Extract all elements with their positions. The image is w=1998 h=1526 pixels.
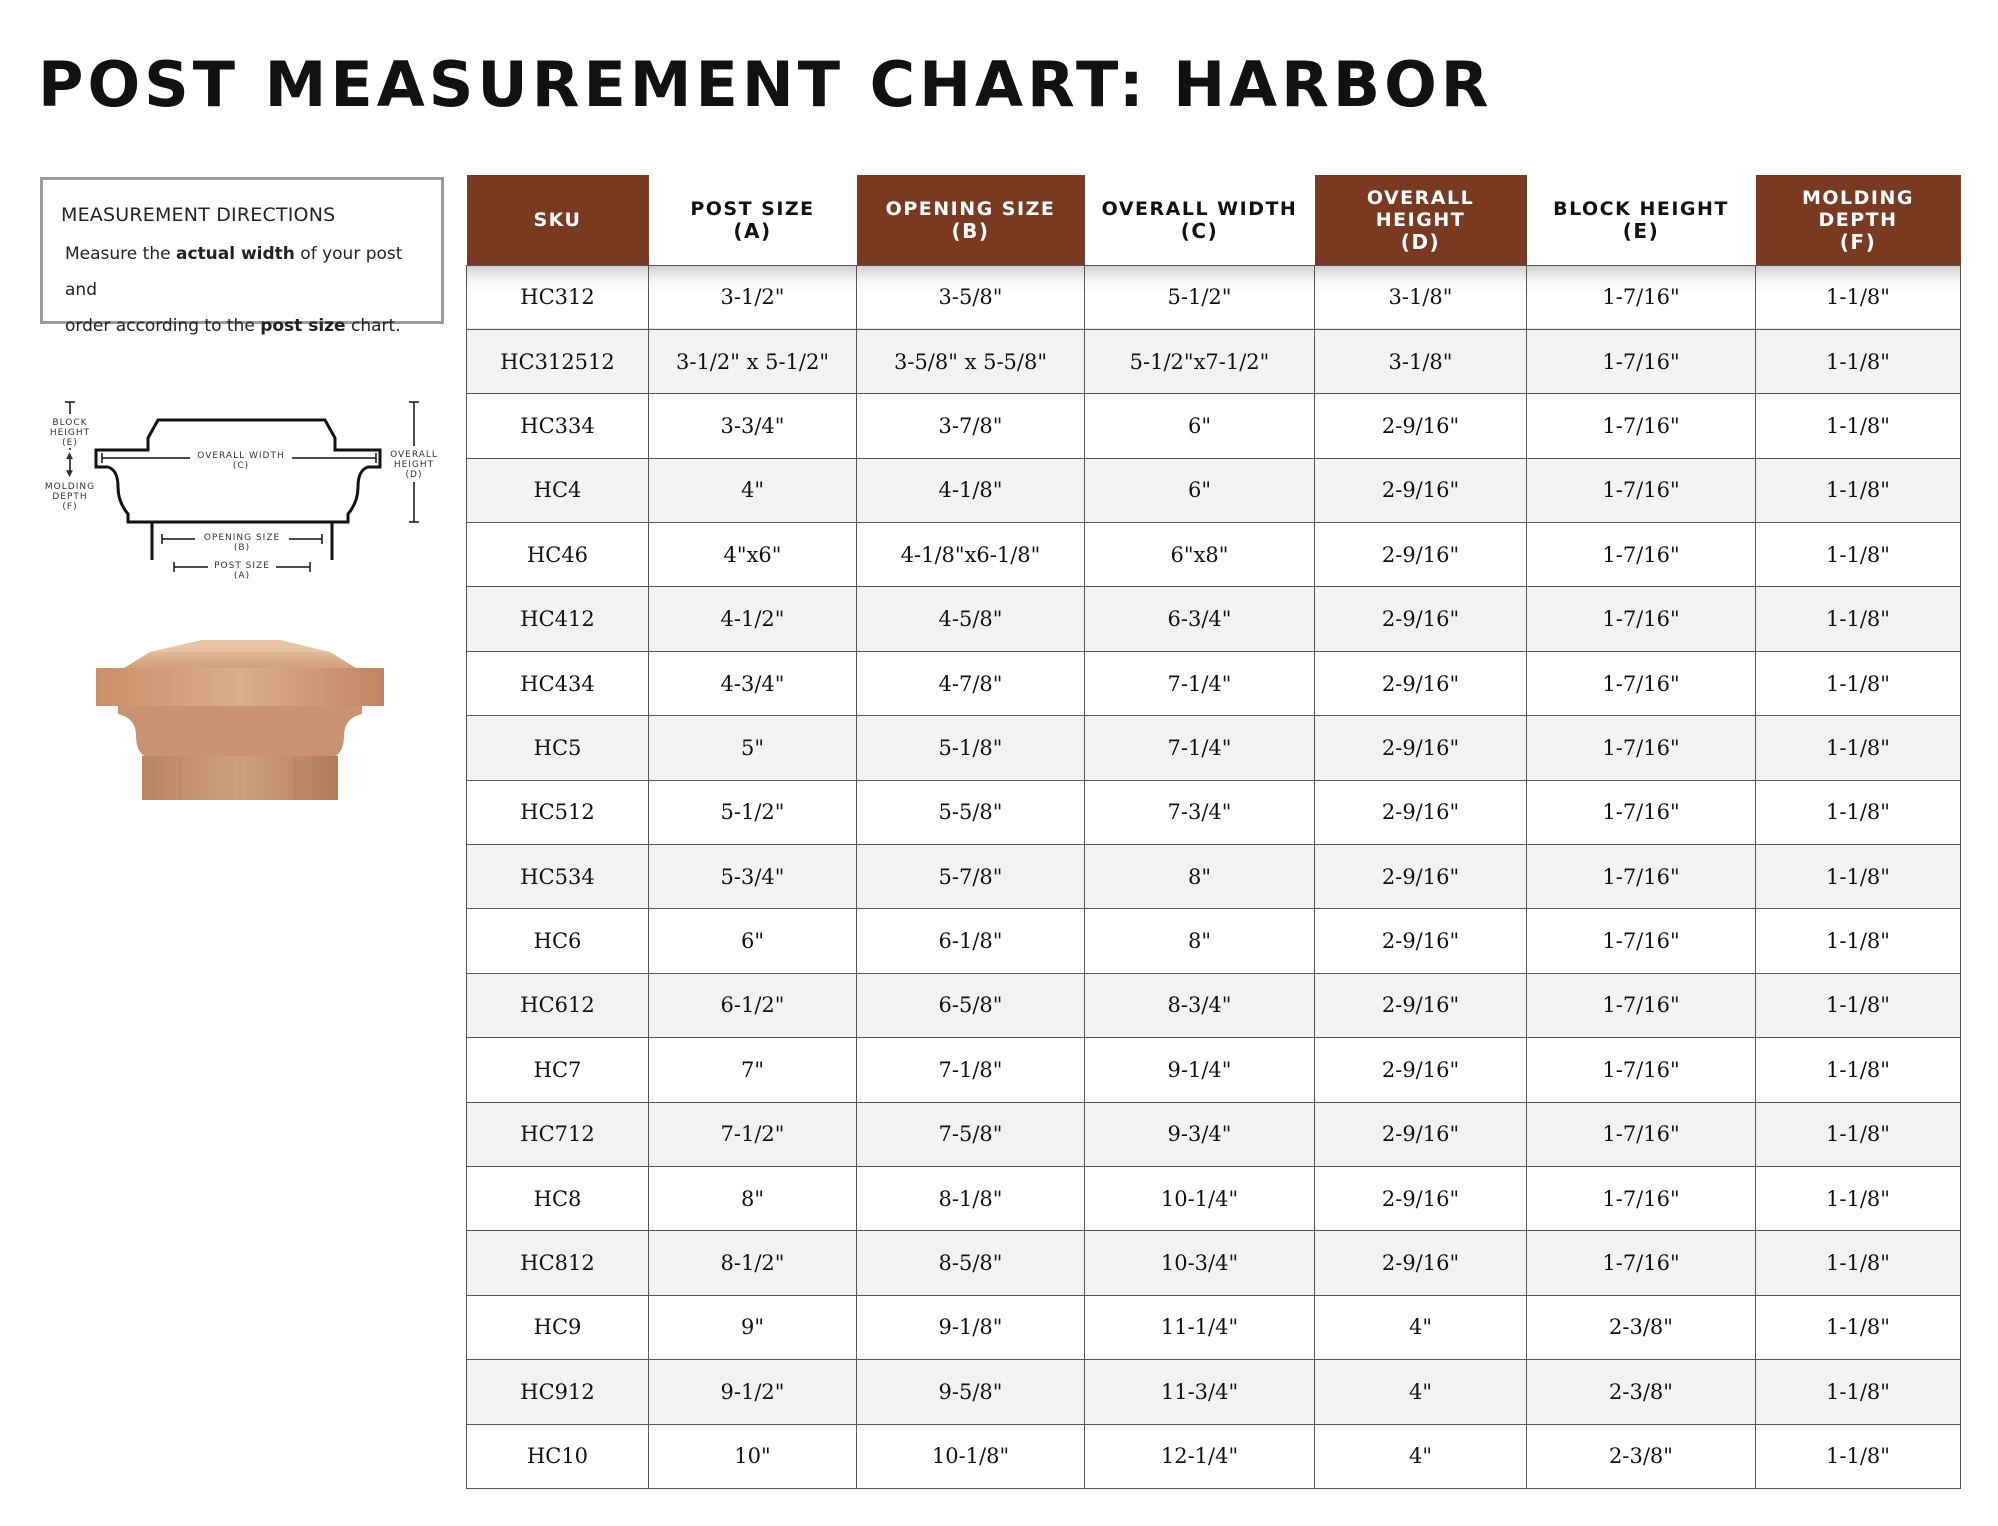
cell-sku: HC412 [467,587,649,651]
cell-opening-size: 4-1/8"x6-1/8" [857,523,1085,587]
cell-sku: HC612 [467,973,649,1037]
post-cap-dimension-diagram [40,392,440,590]
cell-post-size: 8-1/2" [649,1231,857,1295]
header-opening-size-label: OPENING SIZE [885,197,1056,220]
header-post-size [649,175,857,265]
overall-width-label: OVERALL WIDTH [197,451,285,461]
table-row [467,1424,1961,1488]
molding-depth-arrow-up-icon: ▲ [66,451,74,461]
cell-overall-width: 10-3/4" [1085,1231,1315,1295]
cell-block-height: 2-3/8" [1527,1424,1756,1488]
cell-post-size: 4"x6" [649,523,857,587]
cell-molding-depth: 1-1/8" [1756,1166,1961,1230]
cell-overall-height: 2-9/16" [1315,973,1527,1037]
overall-height-letter: (D) [405,470,423,480]
cell-sku: HC10 [467,1424,649,1488]
cell-opening-size: 4-7/8" [857,651,1085,715]
cell-block-height: 1-7/16" [1527,651,1756,715]
cell-opening-size: 5-1/8" [857,716,1085,780]
cell-molding-depth: 1-1/8" [1756,394,1961,458]
post-size-letter: (A) [233,571,251,581]
cell-sku: HC4 [467,458,649,522]
overall-height-label-1: OVERALL [390,450,438,460]
cell-molding-depth: 1-1/8" [1756,587,1961,651]
cell-opening-size: 9-1/8" [857,1295,1085,1359]
cell-post-size: 9" [649,1295,857,1359]
cell-sku: HC312512 [467,329,649,393]
overall-height-label-2: HEIGHT [393,460,435,470]
block-height-label-1: BLOCK [52,418,88,428]
molding-depth-letter: (F) [62,502,78,512]
header-molding-depth [1756,175,1961,265]
cell-overall-width: 11-3/4" [1085,1360,1315,1424]
post-cap-product-image [90,638,390,800]
cell-block-height: 1-7/16" [1527,394,1756,458]
cell-opening-size: 7-1/8" [857,1038,1085,1102]
cell-overall-width: 7-1/4" [1085,716,1315,780]
cell-sku: HC5 [467,716,649,780]
table-row [467,329,1961,393]
cell-block-height: 1-7/16" [1527,1038,1756,1102]
cell-overall-width: 8" [1085,845,1315,909]
table-row [467,651,1961,715]
cell-sku: HC434 [467,651,649,715]
cell-post-size: 8" [649,1166,857,1230]
header-post-size-label: POST SIZE [690,197,815,220]
directions-text [61,236,423,344]
cell-opening-size: 3-5/8" x 5-5/8" [857,329,1085,393]
table-row [467,587,1961,651]
cell-post-size: 6" [649,909,857,973]
opening-size-letter: (B) [233,543,251,553]
header-sku [467,175,649,265]
cell-block-height: 1-7/16" [1527,523,1756,587]
cell-molding-depth: 1-1/8" [1756,1295,1961,1359]
cell-overall-height: 2-9/16" [1315,1231,1527,1295]
table-row [467,1102,1961,1166]
cell-sku: HC812 [467,1231,649,1295]
header-overall-height [1315,175,1527,265]
cell-overall-height: 2-9/16" [1315,780,1527,844]
cell-opening-size: 4-5/8" [857,587,1085,651]
table-row [467,716,1961,780]
cell-overall-width: 10-1/4" [1085,1166,1315,1230]
cell-overall-height: 2-9/16" [1315,1166,1527,1230]
cell-overall-width: 9-3/4" [1085,1102,1315,1166]
cell-sku: HC9 [467,1295,649,1359]
table-row [467,1166,1961,1230]
cell-molding-depth: 1-1/8" [1756,265,1961,329]
cell-block-height: 2-3/8" [1527,1295,1756,1359]
measurement-table [466,175,1961,1489]
cell-overall-height: 2-9/16" [1315,716,1527,780]
cell-post-size: 3-3/4" [649,394,857,458]
cell-molding-depth: 1-1/8" [1756,780,1961,844]
cell-post-size: 5-3/4" [649,845,857,909]
directions-line2-bold: post size [260,316,346,336]
cell-post-size: 7" [649,1038,857,1102]
cell-block-height: 1-7/16" [1527,1102,1756,1166]
cell-overall-width: 5-1/2" [1085,265,1315,329]
table-row [467,909,1961,973]
cell-molding-depth: 1-1/8" [1756,1038,1961,1102]
directions-line1-pre: Measure the [65,244,176,264]
table-row [467,1360,1961,1424]
cell-block-height: 1-7/16" [1527,716,1756,780]
cell-overall-width: 6" [1085,394,1315,458]
cell-overall-height: 3-1/8" [1315,265,1527,329]
table-body [467,265,1961,1488]
measurement-directions-box [40,177,444,336]
cell-molding-depth: 1-1/8" [1756,1102,1961,1166]
cell-block-height: 1-7/16" [1527,587,1756,651]
cell-post-size: 5" [649,716,857,780]
cell-sku: HC512 [467,780,649,844]
cell-post-size: 10" [649,1424,857,1488]
cell-overall-width: 6-3/4" [1085,587,1315,651]
cell-molding-depth: 1-1/8" [1756,973,1961,1037]
header-overall-height-letter: (D) [1400,229,1441,254]
header-block-height-label: BLOCK HEIGHT [1553,197,1729,220]
cell-molding-depth: 1-1/8" [1756,909,1961,973]
cell-sku: HC8 [467,1166,649,1230]
cell-block-height: 1-7/16" [1527,909,1756,973]
cell-sku: HC334 [467,394,649,458]
cell-sku: HC712 [467,1102,649,1166]
cell-opening-size: 3-7/8" [857,394,1085,458]
cell-opening-size: 8-5/8" [857,1231,1085,1295]
cell-overall-width: 7-1/4" [1085,651,1315,715]
cell-block-height: 1-7/16" [1527,845,1756,909]
table-row [467,1295,1961,1359]
header-block-height-letter: (E) [1622,218,1660,243]
cell-block-height: 1-7/16" [1527,1166,1756,1230]
post-size-label: POST SIZE [214,561,270,571]
dimension-diagram-svg [40,392,440,590]
cell-block-height: 1-7/16" [1527,780,1756,844]
table-row [467,523,1961,587]
cell-sku: HC7 [467,1038,649,1102]
cell-opening-size: 6-5/8" [857,973,1085,1037]
cell-overall-width: 8" [1085,909,1315,973]
cell-opening-size: 4-1/8" [857,458,1085,522]
cell-overall-width: 11-1/4" [1085,1295,1315,1359]
cell-sku: HC912 [467,1360,649,1424]
cell-block-height: 1-7/16" [1527,329,1756,393]
cell-overall-height: 4" [1315,1295,1527,1359]
header-opening-size [857,175,1085,265]
block-height-letter: (E) [62,438,78,448]
cell-overall-width: 6"x8" [1085,523,1315,587]
header-overall-width-label: OVERALL WIDTH [1101,197,1298,220]
directions-line2-pre: order according to the [65,316,261,336]
cap-top-peak [150,640,330,652]
header-opening-size-letter: (B) [951,218,990,243]
cell-molding-depth: 1-1/8" [1756,845,1961,909]
cell-overall-width: 8-3/4" [1085,973,1315,1037]
directions-line1-bold: actual width [175,244,295,264]
directions-heading: MEASUREMENT DIRECTIONS [61,204,336,226]
cell-molding-depth: 1-1/8" [1756,651,1961,715]
cell-post-size: 7-1/2" [649,1102,857,1166]
molding-depth-label-1: MOLDING [44,482,96,492]
cell-molding-depth: 1-1/8" [1756,1360,1961,1424]
cell-overall-height: 2-9/16" [1315,1102,1527,1166]
table-row [467,780,1961,844]
cell-overall-height: 3-1/8" [1315,329,1527,393]
cell-opening-size: 3-5/8" [857,265,1085,329]
table-row [467,394,1961,458]
directions-line2-post: chart. [345,316,401,336]
cell-post-size: 9-1/2" [649,1360,857,1424]
cell-sku: HC312 [467,265,649,329]
cell-molding-depth: 1-1/8" [1756,1424,1961,1488]
cell-opening-size: 8-1/8" [857,1166,1085,1230]
cell-molding-depth: 1-1/8" [1756,329,1961,393]
table-header-row [467,175,1961,265]
cell-overall-height: 4" [1315,1424,1527,1488]
header-molding-depth-letter: (F) [1839,229,1877,254]
directions-line1-post: of your post and [65,244,403,300]
table-row [467,1231,1961,1295]
opening-size-label: OPENING SIZE [203,533,281,543]
cell-block-height: 1-7/16" [1527,973,1756,1037]
header-sku-label: SKU [533,208,582,231]
cell-post-size: 4-3/4" [649,651,857,715]
header-post-size-letter: (A) [733,218,772,243]
cell-overall-height: 2-9/16" [1315,394,1527,458]
overall-width-letter: (C) [232,461,250,471]
cell-sku: HC6 [467,909,649,973]
cell-overall-height: 2-9/16" [1315,1038,1527,1102]
cell-overall-height: 2-9/16" [1315,845,1527,909]
table-row [467,458,1961,522]
cell-opening-size: 6-1/8" [857,909,1085,973]
cap-block [96,668,384,706]
cell-overall-height: 2-9/16" [1315,587,1527,651]
molding-depth-label-2: DEPTH [52,492,88,502]
header-block-height [1527,175,1756,265]
cell-opening-size: 10-1/8" [857,1424,1085,1488]
post-cap-illustration [90,638,390,800]
cell-block-height: 1-7/16" [1527,1231,1756,1295]
cell-post-size: 4-1/2" [649,587,857,651]
cell-overall-width: 6" [1085,458,1315,522]
cell-post-size: 3-1/2" [649,265,857,329]
cell-opening-size: 5-5/8" [857,780,1085,844]
table-row [467,845,1961,909]
cell-overall-height: 4" [1315,1360,1527,1424]
cell-overall-width: 7-3/4" [1085,780,1315,844]
cell-post-size: 5-1/2" [649,780,857,844]
cell-molding-depth: 1-1/8" [1756,1231,1961,1295]
cell-block-height: 2-3/8" [1527,1360,1756,1424]
cell-overall-height: 2-9/16" [1315,651,1527,715]
table-row [467,973,1961,1037]
table-row [467,1038,1961,1102]
page-title: POST MEASUREMENT CHART: HARBOR [38,48,1493,121]
measurement-table-container [466,175,1960,1489]
cell-post-size: 3-1/2" x 5-1/2" [649,329,857,393]
header-overall-height-label: OVERALL HEIGHT [1366,186,1475,231]
cell-opening-size: 9-5/8" [857,1360,1085,1424]
cell-sku: HC534 [467,845,649,909]
cell-molding-depth: 1-1/8" [1756,523,1961,587]
header-overall-width-letter: (C) [1180,218,1219,243]
cell-post-size: 4" [649,458,857,522]
molding-depth-arrow-down-icon: ▼ [66,469,74,479]
cap-top-bevel [124,652,356,668]
cell-post-size: 6-1/2" [649,973,857,1037]
cell-overall-width: 5-1/2"x7-1/2" [1085,329,1315,393]
header-overall-width [1085,175,1315,265]
cell-molding-depth: 1-1/8" [1756,458,1961,522]
cap-molding [118,706,362,756]
block-height-label-2: HEIGHT [49,428,91,438]
cell-overall-height: 2-9/16" [1315,458,1527,522]
cell-overall-width: 12-1/4" [1085,1424,1315,1488]
cell-block-height: 1-7/16" [1527,458,1756,522]
cell-molding-depth: 1-1/8" [1756,716,1961,780]
cell-opening-size: 5-7/8" [857,845,1085,909]
cell-overall-width: 9-1/4" [1085,1038,1315,1102]
table-row [467,265,1961,329]
cell-sku: HC46 [467,523,649,587]
header-molding-depth-label: MOLDING DEPTH [1801,186,1914,231]
cell-block-height: 1-7/16" [1527,265,1756,329]
cell-overall-height: 2-9/16" [1315,909,1527,973]
cell-overall-height: 2-9/16" [1315,523,1527,587]
cell-opening-size: 7-5/8" [857,1102,1085,1166]
